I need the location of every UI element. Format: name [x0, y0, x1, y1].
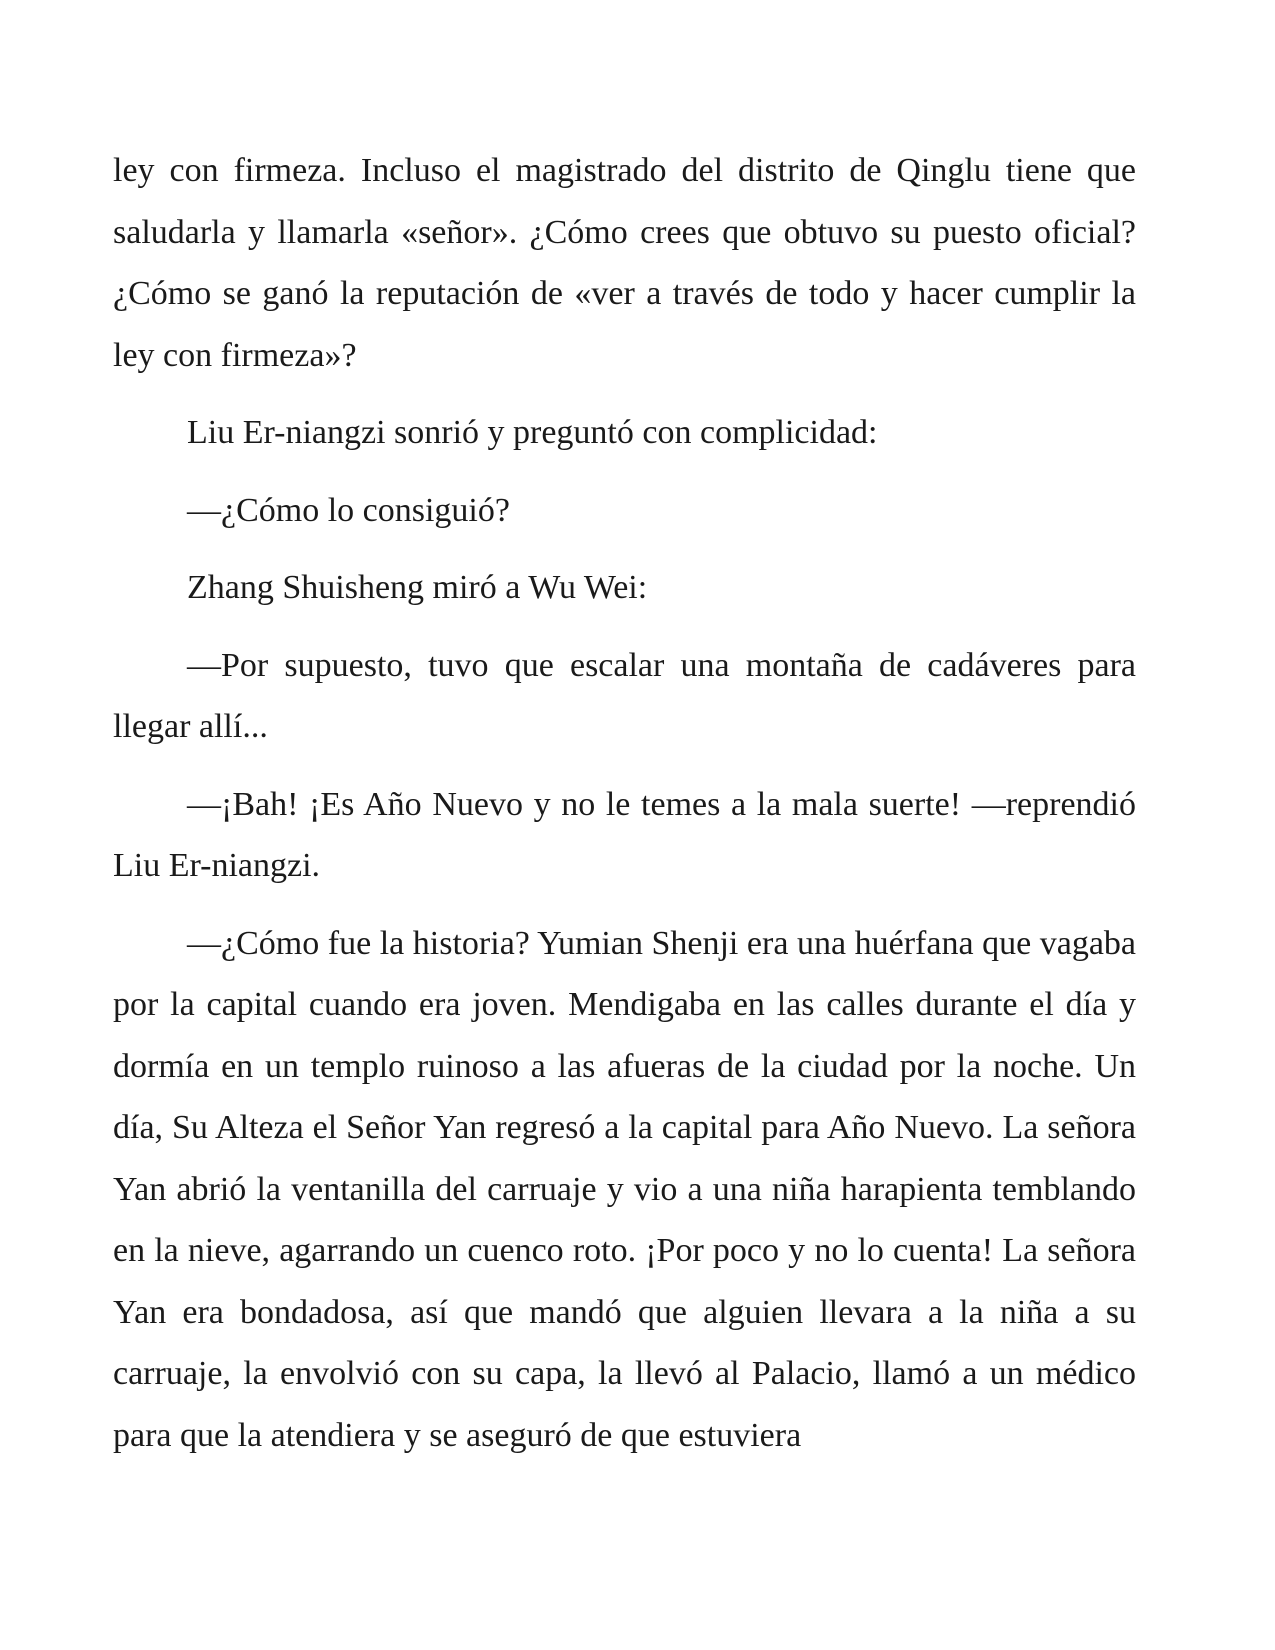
paragraph-3: —¿Cómo lo consiguió?	[187, 491, 510, 529]
paragraph-1: ley con firmeza. Incluso el magistrado del distrito de Qinglu tiene que saludarla y llamarla «señor». ¿Cómo crees que obtuvo su puesto oficial? ¿Cómo se ganó la reputación de «ver a través de todo y hacer cumplir la ley con firmeza»?	[113, 152, 1136, 374]
paragraph-2: Liu Er-niangzi sonrió y preguntó con complicidad:	[187, 414, 878, 451]
paragraph-5: —Por supuesto, tuvo que escalar una montaña de cadáveres para llegar allí...	[113, 646, 1136, 745]
body-text	[113, 140, 1136, 1482]
paragraph-7: —¿Cómo fue la historia? Yumian Shenji era una huérfana que vagaba por la capital cuando era joven. Mendigaba en las calles durante el día y dormía en un templo ruinoso a las afueras de la ciudad por la noche. Un día, Su Alteza el Señor Yan regresó a la capital para Año Nuevo. La señora Yan abrió la ventanilla del carruaje y vio a una niña harapienta temblando en la nieve, agarrando un cuenco roto. ¡Por poco y no lo cuenta! La señora Yan era bondadosa, así que mandó que alguien llevara a la niña a su carruaje, la envolvió con su capa, la llevó al Palacio, llamó a un médico para que la atendiera y se aseguró de que estuviera	[113, 924, 1136, 1454]
paragraph-6: —¡Bah! ¡Es Año Nuevo y no le temes a la mala suerte! —reprendió Liu Er-niangzi.	[113, 785, 1136, 884]
paragraph-4: Zhang Shuisheng miró a Wu Wei:	[187, 569, 648, 606]
